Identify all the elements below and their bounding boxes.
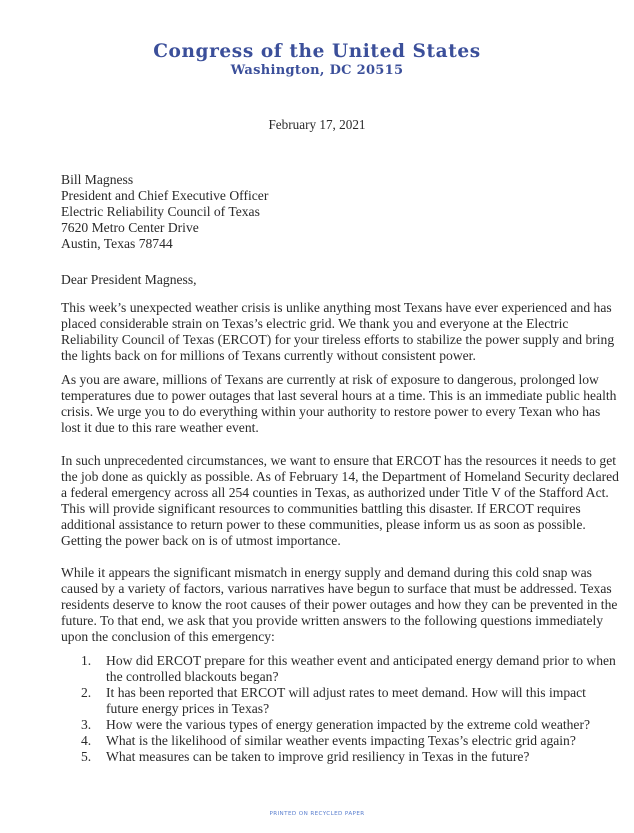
question-text: How were the various types of energy generation impacted by the extreme cold weather?	[106, 717, 591, 732]
question-item	[61, 685, 621, 717]
question-item	[61, 653, 621, 685]
recipient-address	[61, 172, 621, 252]
question-text: What is the likelihood of similar weather events impacting Texas’s electric grid again?	[106, 733, 576, 748]
recipient-street: 7620 Metro Center Drive	[61, 220, 199, 235]
letterhead	[0, 41, 634, 79]
recipient-organization: Electric Reliability Council of Texas	[61, 204, 260, 219]
question-number: 2.	[81, 685, 92, 700]
question-item	[61, 717, 621, 733]
questions-list	[61, 653, 621, 765]
body-paragraph: This week’s unexpected weather crisis is unlike anything most Texans have ever experienced and has placed considerable strain on Texas’s electric grid. We thank you and everyone at the Electric Reliability Council of Texas (ERCOT) for your tireless efforts to stabilize the power supply and bring the lights back on for millions of Texans currently without consistent power.	[61, 300, 615, 363]
recipient-name: Bill Magness	[61, 172, 134, 187]
question-number: 3.	[81, 717, 92, 732]
question-text: It has been reported that ERCOT will adjust rates to meet demand. How will this impact future energy prices in Texas?	[106, 685, 586, 716]
body-paragraph: While it appears the significant mismatch in energy supply and demand during this cold snap was caused by a variety of factors, various narratives have begun to surface that must be addressed. Texas residents deserve to know the root causes of their power outages and how they can be prevented in the future. To that end, we ask that you provide written answers to the following questions immediately upon the conclusion of this emergency:	[61, 565, 618, 644]
recycled-paper-footer: PRINTED ON RECYCLED PAPER	[269, 811, 365, 817]
question-number: 5.	[81, 749, 92, 764]
letter-date: February 17, 2021	[268, 117, 366, 132]
question-item	[61, 749, 621, 765]
question-item	[61, 733, 621, 749]
body-paragraph: As you are aware, millions of Texans are currently at risk of exposure to dangerous, prolonged low temperatures due to power outages that last several hours at a time. This is an immediate public health crisis. We urge you to do everything within your authority to restore power to every Texan who has lost it due to this rare weather event.	[61, 372, 617, 435]
recipient-title: President and Chief Executive Officer	[61, 188, 269, 203]
salutation: Dear President Magness,	[61, 272, 197, 287]
letterhead-address: Washington, DC 20515	[230, 63, 404, 78]
question-number: 1.	[81, 653, 92, 668]
letterhead-title: Congress of the United States	[153, 41, 481, 62]
question-number: 4.	[81, 733, 92, 748]
body-paragraph: In such unprecedented circumstances, we want to ensure that ERCOT has the resources it needs to get the job done as quickly as possible. As of February 14, the Department of Homeland Security declared a federal emergency across all 254 counties in Texas, as authorized under Title V of the Stafford Act. This will provide significant resources to communities battling this disaster. If ERCOT requires additional assistance to return power to these communities, please inform us as soon as possible. Getting the power back on is of utmost importance.	[61, 453, 619, 548]
question-text: What measures can be taken to improve grid resiliency in Texas in the future?	[106, 749, 530, 764]
question-text: How did ERCOT prepare for this weather event and anticipated energy demand prior to when the controlled blackouts began?	[106, 653, 616, 684]
recipient-city: Austin, Texas 78744	[61, 236, 173, 251]
